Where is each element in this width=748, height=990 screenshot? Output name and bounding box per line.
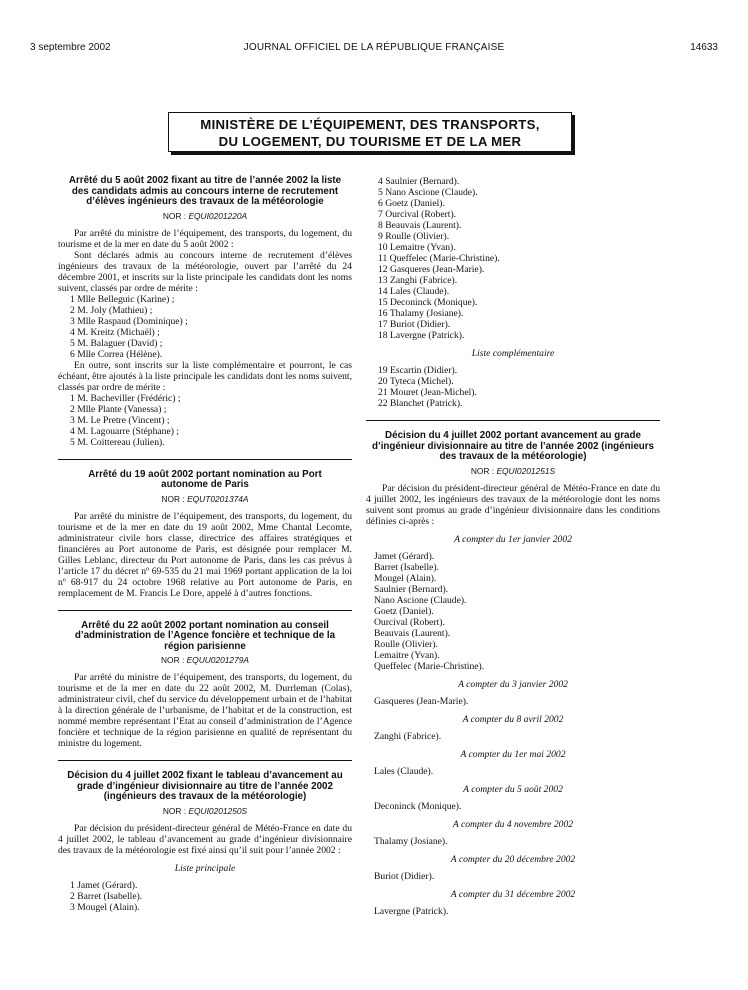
- list-item: 10 Lemaitre (Yvan).: [378, 242, 456, 253]
- arrete-3-paragraph-1: Par arrêté du ministre de l’équipement, des transports, du logement, du tourisme et de la mer en date du 22 août 2002, M. Durrleman (Colas), administrateur civil, chef du service du développement urbain et de l’habitat à la direction générale de l’urbanisme, de l’habitat et de la construction, est nommé membre représentant l’Etat au conseil d’administration de l’Agence foncière et technique de la région parisienne en qualité de représentant du ministre du logement.: [58, 672, 352, 749]
- decision-1-nor: [58, 806, 352, 817]
- list-item: 5 M. Coittereau (Julien).: [70, 436, 165, 448]
- arrete-2-nor: [58, 494, 352, 505]
- list-item: Lavergne (Patrick).: [374, 905, 449, 917]
- list-item: 11 Queffelec (Marie-Christine).: [378, 253, 500, 264]
- list-item: 2 Barret (Isabelle).: [70, 890, 143, 902]
- arrete-1-complementary-list: [58, 393, 352, 448]
- list-item: 17 Buriot (Didier).: [378, 319, 451, 330]
- list-item: 14 Lales (Claude).: [378, 286, 450, 297]
- list-item: 2 M. Joly (Mathieu) ;: [70, 304, 153, 316]
- arrete-2-paragraph-1: Par arrêté du ministre de l’équipement, des transports, du logement, du tourisme et de la mer en date du 19 août 2002, Mme Chantal Lecomte, administrateur civile hors classe, directrice des affaires stratégiques et financières au Port autonome de Paris, est désignée pour remplacer M. Gilles Leblanc, directeur du Port autonome de Paris, dans les cas prévus à l’article 17 du décret nº 69-535 du 21 mai 1969 portant application de la loi nº 68-917 du 24 octobre 1968 relative au Port autonome de Paris, en remplacement de M. Francis Le Dore, appelé à d’autres fonctions.: [58, 510, 352, 599]
- list-item: 6 Goetz (Daniel).: [378, 198, 445, 209]
- nor-code: EQUI0201251S: [496, 465, 556, 476]
- list-item: 8 Beauvais (Laurent).: [378, 220, 462, 231]
- header-date: 3 septembre 2002: [30, 42, 111, 53]
- list-item: 19 Escartin (Didier).: [378, 365, 458, 376]
- list-item: Nano Ascione (Claude).: [374, 594, 467, 606]
- list-item: Lales (Claude).: [374, 765, 434, 777]
- list-item: 4 M. Lagouarre (Stéphane) ;: [70, 425, 179, 437]
- nor-label: NOR :: [161, 493, 185, 504]
- ministry-line-2: DU LOGEMENT, DU TOURISME ET DE LA MER: [218, 134, 522, 149]
- group-date: A compter du 5 août 2002: [463, 783, 563, 795]
- list-item: 3 Mlle Raspaud (Dominique) ;: [70, 315, 188, 327]
- principal-list-left: [58, 880, 352, 913]
- list-item: 22 Blanchet (Patrick).: [378, 398, 463, 409]
- divider: [58, 610, 352, 611]
- decision-1-title: Décision du 4 juillet 2002 fixant le tableau d’avancement au grade d’ingénieur divisionnaire au titre de l’année 2002 (ingénieurs des travaux de la météorologie): [67, 770, 343, 802]
- decision-2-nor: [366, 466, 660, 477]
- decision-1-paragraph-1: Par décision du président-directeur général de Météo-France en date du 4 juillet 2002, le tableau d’avancement au grade d’ingénieur divisionnaire des travaux de la météorologie est fixé ainsi qu’il suit pour l’année 2002 :: [58, 822, 352, 856]
- principal-list-label: Liste principale: [174, 862, 236, 874]
- arrete-1-main-list: [58, 294, 352, 360]
- ministry-line-1: MINISTÈRE DE L’ÉQUIPEMENT, DES TRANSPORTS,: [200, 117, 540, 132]
- list-item: Roulle (Olivier).: [374, 638, 438, 650]
- right-column: [366, 176, 660, 917]
- arrete-1-nor: [58, 211, 352, 222]
- list-item: Buriot (Didier).: [374, 870, 435, 882]
- list-item: 21 Mouret (Jean-Michel).: [378, 387, 477, 398]
- arrete-1-paragraph-1: Par arrêté du ministre de l’équipement, des transports, du logement, du tourisme et de la mer en date du 5 août 2002 :: [58, 227, 352, 250]
- list-item: 12 Gasqueres (Jean-Marie).: [378, 264, 485, 275]
- group-date: A compter du 1er mai 2002: [460, 748, 566, 760]
- list-item: Gasqueres (Jean-Marie).: [374, 695, 469, 707]
- list-item: 3 Mougel (Alain).: [70, 901, 140, 913]
- journal-title: JOURNAL OFFICIEL DE LA RÉPUBLIQUE FRANÇAISE: [243, 42, 505, 53]
- list-item: Ourcival (Robert).: [374, 616, 445, 628]
- decision-2-title: Décision du 4 juillet 2002 portant avancement au grade d’ingénieur divisionnaire au titre de l’année 2002 (ingénieurs des travaux de la météorologie): [372, 430, 655, 462]
- list-item: 9 Roulle (Olivier).: [378, 231, 450, 242]
- arrete-3-title: Arrêté du 22 août 2002 portant nomination au conseil d’administration de l’Agence foncière et technique de la région parisienne: [74, 619, 336, 652]
- ministry-box: [168, 112, 572, 152]
- list-item: 6 Mlle Correa (Hélène).: [70, 348, 163, 360]
- list-item: 4 M. Kreitz (Michaël) ;: [70, 326, 160, 338]
- list-item: 15 Deconinck (Monique).: [378, 297, 478, 308]
- principal-list-right: [366, 176, 660, 341]
- group-date: A compter du 8 avril 2002: [462, 713, 564, 725]
- nor-code: EQUI0201220A: [188, 210, 248, 221]
- arrete-2-title: Arrêté du 19 août 2002 portant nomination au Port autonome de Paris: [88, 468, 322, 490]
- divider: [366, 420, 660, 421]
- left-column: [58, 176, 352, 913]
- list-item: Queffelec (Marie-Christine).: [374, 660, 485, 672]
- list-item: 5 M. Balaguer (David) ;: [70, 337, 163, 349]
- list-item: Barret (Isabelle).: [374, 561, 439, 573]
- divider: [58, 760, 352, 761]
- list-item: 4 Saulnier (Bernard).: [378, 176, 460, 187]
- list-item: 3 M. Le Pretre (Vincent) ;: [70, 414, 170, 426]
- list-item: Thalamy (Josiane).: [374, 835, 448, 847]
- nor-label: NOR :: [161, 655, 185, 665]
- list-item: Jamet (Gérard).: [374, 550, 435, 562]
- list-item: 1 M. Bacheviller (Frédéric) ;: [70, 392, 181, 404]
- nor-label: NOR :: [162, 805, 187, 816]
- list-item: Deconinck (Monique).: [374, 800, 462, 812]
- arrete-1-paragraph-2: Sont déclarés admis au concours interne de recrutement d’élèves ingénieurs des travaux de la météorologie, ouvert par l’arrêté du 24 décembre 2001, et inscrits sur la liste principale les candidats dont les noms suivent, classés par ordre de mérite :: [58, 249, 352, 294]
- complementary-list-label: Liste complémentaire: [471, 348, 555, 359]
- nor-label: NOR :: [470, 465, 495, 476]
- list-item: Lemaitre (Yvan).: [374, 649, 440, 661]
- list-item: 2 Mlle Plante (Vanessa) ;: [70, 403, 167, 415]
- divider: [58, 459, 352, 460]
- list-item: Goetz (Daniel).: [374, 605, 434, 617]
- complementary-list: [366, 365, 660, 409]
- list-item: 16 Thalamy (Josiane).: [378, 308, 464, 319]
- list-item: 1 Mlle Belleguic (Karine) ;: [70, 293, 175, 305]
- list-item: Zanghi (Fabrice).: [374, 730, 442, 742]
- nor-code: EQUT0201374A: [187, 493, 249, 504]
- promotion-groups: [366, 534, 660, 917]
- group-date: A compter du 1er janvier 2002: [454, 533, 572, 545]
- arrete-3-nor: [58, 655, 352, 666]
- nor-code: EQUU0201279A: [186, 655, 249, 665]
- decision-2-paragraph-1: Par décision du président-directeur général de Météo-France en date du 4 juillet 2002, les ingénieurs des travaux de la météorologie dont les noms suivent sont promus au grade d’ingénieur divisionnaire dans les conditions définies ci-après :: [366, 482, 660, 527]
- nor-code: EQUI0201250S: [188, 805, 248, 816]
- list-item: 5 Nano Ascione (Claude).: [378, 187, 478, 198]
- list-item: Beauvais (Laurent).: [374, 627, 451, 639]
- list-item: 20 Tyteca (Michel).: [378, 376, 454, 387]
- list-item: 13 Zanghi (Fabrice).: [378, 275, 458, 286]
- list-item: Mougel (Alain).: [374, 572, 437, 584]
- page-number: 14633: [690, 42, 718, 53]
- list-item: 7 Ourcival (Robert).: [378, 209, 457, 220]
- list-item: 1 Jamet (Gérard).: [70, 879, 138, 891]
- group-date: A compter du 3 janvier 2002: [458, 678, 568, 690]
- arrete-1-title: Arrêté du 5 août 2002 fixant au titre de l’année 2002 la liste des candidats admis au concours interne de recrutement d’élèves ingénieurs des travaux de la météorologie: [68, 175, 342, 207]
- group-date: A compter du 20 décembre 2002: [450, 853, 576, 865]
- page-header: [30, 42, 718, 56]
- arrete-1-paragraph-3: En outre, sont inscrits sur la liste complémentaire et pourront, le cas échéant, être ajoutés à la liste principale les candidats dont les noms suivent, classés par ordre de mérite :: [58, 359, 352, 393]
- list-item: Saulnier (Bernard).: [374, 583, 449, 595]
- group-date: A compter du 31 décembre 2002: [450, 888, 576, 900]
- list-item: 18 Lavergne (Patrick).: [378, 330, 465, 341]
- group-date: A compter du 4 novembre 2002: [452, 818, 574, 830]
- nor-label: NOR :: [162, 210, 187, 221]
